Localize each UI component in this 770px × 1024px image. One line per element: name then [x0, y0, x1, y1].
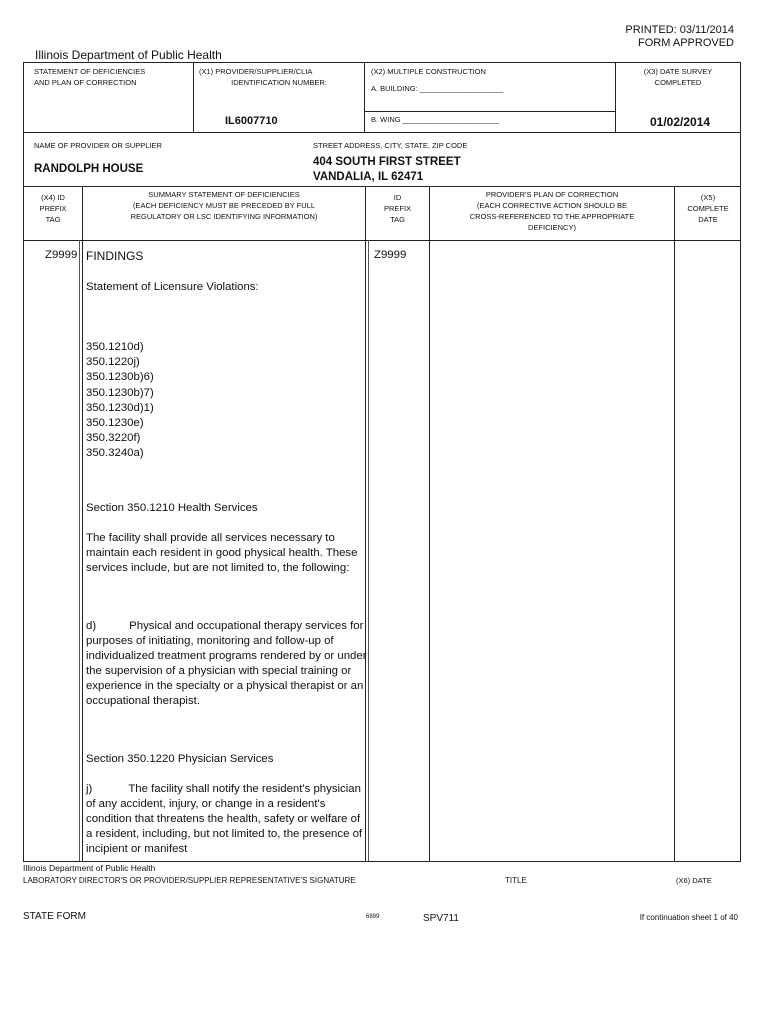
divider: [23, 240, 741, 241]
form-number: 6899: [366, 914, 380, 920]
frame-bottom: [23, 861, 741, 862]
wing-field[interactable]: B. WING _______________________: [371, 115, 499, 124]
divider: [674, 186, 675, 861]
form-approved: FORM APPROVED: [638, 37, 734, 49]
tag-right: Z9999: [374, 249, 407, 261]
x4-header: (X4) ID PREFIX TAG: [39, 193, 67, 224]
section-heading: Section 350.1220 Physician Services: [86, 753, 274, 765]
title-label: TITLE: [505, 876, 527, 885]
agency-title: Illinois Department of Public Health: [35, 48, 222, 62]
frame-top: [23, 62, 741, 63]
divider: [193, 62, 194, 132]
statement-of-deficiencies-label: STATEMENT OF DEFICIENCIES AND PLAN OF CORRECTION: [34, 67, 146, 87]
findings-heading: FINDINGS: [86, 249, 144, 263]
code: 350.1220j): [86, 356, 140, 369]
continuation-sheet: If continuation sheet 1 of 40: [639, 913, 738, 922]
licensure-statement: Statement of Licensure Violations:: [86, 281, 259, 293]
divider: [82, 186, 83, 861]
id-prefix-header: ID PREFIX TAG: [383, 193, 412, 224]
printed-date: PRINTED: 03/11/2014: [625, 24, 734, 36]
provider-name-label: NAME OF PROVIDER OR SUPPLIER: [34, 141, 162, 150]
divider: [23, 132, 741, 133]
divider: [364, 111, 615, 112]
x2-label: (X2) MULTIPLE CONSTRUCTION: [371, 67, 486, 76]
provider-id-number: IL6007710: [225, 115, 278, 127]
x1-label: (X1) PROVIDER/SUPPLIER/CLIA IDENTIFICATION NUMBER:: [199, 67, 327, 87]
building-field[interactable]: A. BUILDING: ____________________: [371, 84, 504, 93]
provider-name: RANDOLPH HOUSE: [34, 163, 144, 175]
divider: [364, 62, 365, 132]
code: 350.3240a): [86, 447, 144, 460]
plan-header: PROVIDER'S PLAN OF CORRECTION (EACH CORRECTIVE ACTION SHOULD BE CROSS-REFERENCED TO THE APPROPRIATE DEFICIENCY): [469, 190, 635, 232]
code: 350.1230b)6): [86, 371, 154, 384]
divider: [79, 240, 80, 861]
provider-address: [313, 155, 461, 185]
signature-label: LABORATORY DIRECTOR'S OR PROVIDER/SUPPLIER REPRESENTATIVE'S SIGNATURE: [23, 876, 356, 885]
footer-agency: Illinois Department of Public Health: [23, 863, 156, 873]
print-header: [625, 24, 734, 50]
frame-right: [740, 62, 741, 862]
code: 350.3220f): [86, 432, 141, 445]
city: VANDALIA, IL 62471: [313, 171, 424, 183]
divider: [429, 186, 430, 861]
paragraph: The facility shall provide all services necessary to maintain each resident in good physical health. These services include, but are not limited to, the following:: [86, 532, 358, 574]
paragraph-j: j) The facility shall notify the resident's physician of any accident, injury, or change in a resident's condition that threatens the health, safety or welfare of a resident, including, but not limited to, the presence of incipient or manifest: [86, 783, 363, 855]
street: 404 SOUTH FIRST STREET: [313, 156, 461, 168]
code: 350.1230b)7): [86, 386, 154, 399]
section-heading: Section 350.1210 Health Services: [86, 502, 258, 514]
x3-label: (X3) DATE SURVEY COMPLETED: [643, 67, 713, 87]
summary-header: SUMMARY STATEMENT OF DEFICIENCIES (EACH DEFICIENCY MUST BE PRECEDED BY FULL REGULATORY OR LSC IDENTIFYING INFORMATION): [130, 190, 318, 221]
x5-header: (X5) COMPLETE DATE: [687, 193, 729, 224]
state-form-label: STATE FORM: [23, 911, 86, 922]
paragraph-d: d) Physical and occupational therapy services for purposes of initiating, monitoring and follow-up of individualized treatment programs rendered by or under the supervision of a physician with special training or experience in the specialty or a physical therapist or an occupational therapist.: [86, 620, 367, 707]
code: 350.1210d): [86, 341, 144, 353]
code: 350.1230d)1): [86, 401, 154, 414]
frame-left: [23, 62, 24, 862]
survey-date: 01/02/2014: [650, 115, 711, 129]
regulation-codes: [86, 340, 154, 462]
address-label: STREET ADDRESS, CITY, STATE, ZIP CODE: [313, 141, 468, 150]
x6-date-label: (X6) DATE: [676, 876, 712, 885]
code: 350.1230e): [86, 417, 144, 430]
spv-code: SPV711: [423, 913, 459, 924]
divider: [23, 186, 741, 187]
divider: [368, 240, 369, 861]
tag-left: Z9999: [45, 249, 78, 261]
